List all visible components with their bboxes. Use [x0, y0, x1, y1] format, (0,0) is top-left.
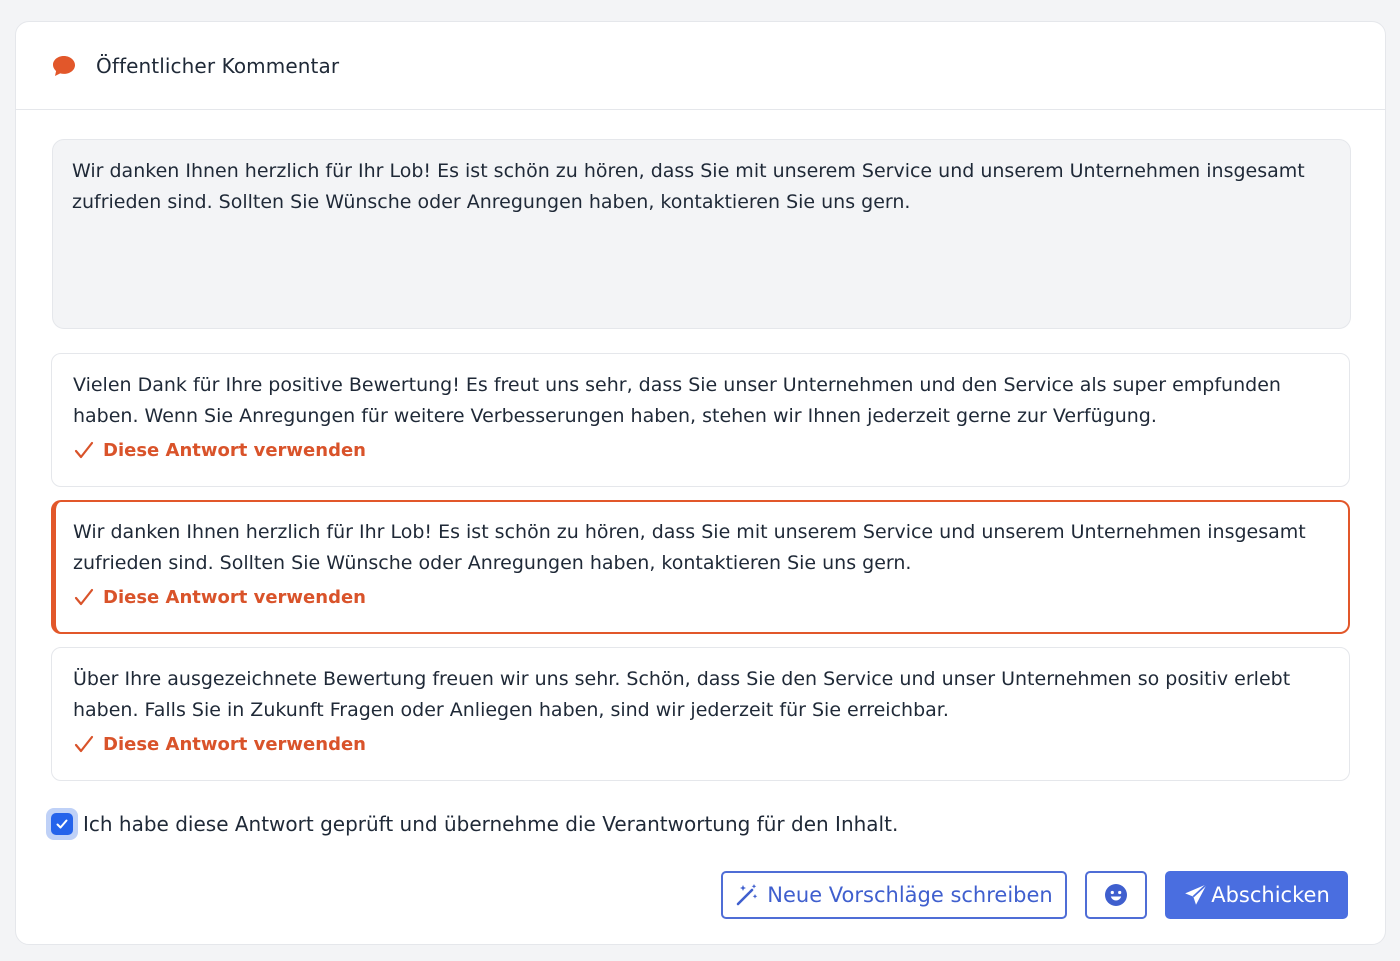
use-suggestion-button[interactable] [73, 732, 366, 756]
reply-editor[interactable]: Wir danken Ihnen herzlich für Ihr Lob! Es ist schön zu hören, dass Sie mit unserem Service und unserem Unternehmen insgesamt zufrieden sind. Sollten Sie Wünsche oder Anregungen haben, kontaktieren Sie uns gern. [52, 139, 1351, 329]
new-suggestions-label: Neue Vorschläge schreiben [767, 883, 1053, 907]
emoji-button[interactable] [1085, 871, 1147, 919]
new-suggestions-button[interactable] [721, 871, 1067, 919]
use-suggestion-label: Diese Antwort verwenden [103, 586, 366, 608]
responsibility-label[interactable]: Ich habe diese Antwort geprüft und übernehme die Verantwortung für den Inhalt. [83, 812, 899, 836]
responsibility-confirmation [46, 808, 898, 840]
magic-wand-icon [735, 883, 759, 907]
suggestion-card-3 [51, 647, 1350, 781]
speech-bubble-icon [52, 53, 78, 79]
page-title: Öffentlicher Kommentar [96, 53, 340, 78]
suggestion-text: Wir danken Ihnen herzlich für Ihr Lob! Es ist schön zu hören, dass Sie mit unserem Service und unserem Unternehmen insgesamt zufrieden sind. Sollten Sie Wünsche oder Anregungen haben, kontaktieren Sie uns gern. [73, 521, 1306, 574]
check-icon [73, 585, 97, 609]
checkbox-checked-icon [51, 813, 73, 835]
suggestion-card-2 [51, 500, 1350, 634]
send-label: Abschicken [1211, 883, 1330, 907]
suggestion-text: Über Ihre ausgezeichnete Bewertung freuen wir uns sehr. Schön, dass Sie den Service und unser Unternehmen so positiv erlebt haben. Falls Sie in Zukunft Fragen oder Anliegen haben, sind wir jederzeit für Sie erreichbar. [73, 668, 1291, 721]
smiley-icon [1104, 883, 1128, 907]
check-icon [73, 438, 97, 462]
responsibility-checkbox[interactable] [46, 808, 78, 840]
public-comment-card [15, 21, 1386, 945]
use-suggestion-button[interactable] [73, 438, 366, 462]
send-button[interactable] [1165, 871, 1348, 919]
suggestion-text: Vielen Dank für Ihre positive Bewertung! Es freut uns sehr, dass Sie unser Unternehmen und den Service als super empfunden haben. Wenn Sie Anregungen für weitere Verbesserungen haben, stehen wir Ihnen jederzeit gerne zur Verfügung. [73, 374, 1281, 427]
use-suggestion-button[interactable] [73, 585, 366, 609]
use-suggestion-label: Diese Antwort verwenden [103, 733, 366, 755]
check-icon [73, 732, 97, 756]
paper-plane-icon [1183, 882, 1209, 908]
suggestion-card-1 [51, 353, 1350, 487]
use-suggestion-label: Diese Antwort verwenden [103, 439, 366, 461]
action-bar [721, 871, 1348, 919]
card-header [16, 22, 1385, 110]
